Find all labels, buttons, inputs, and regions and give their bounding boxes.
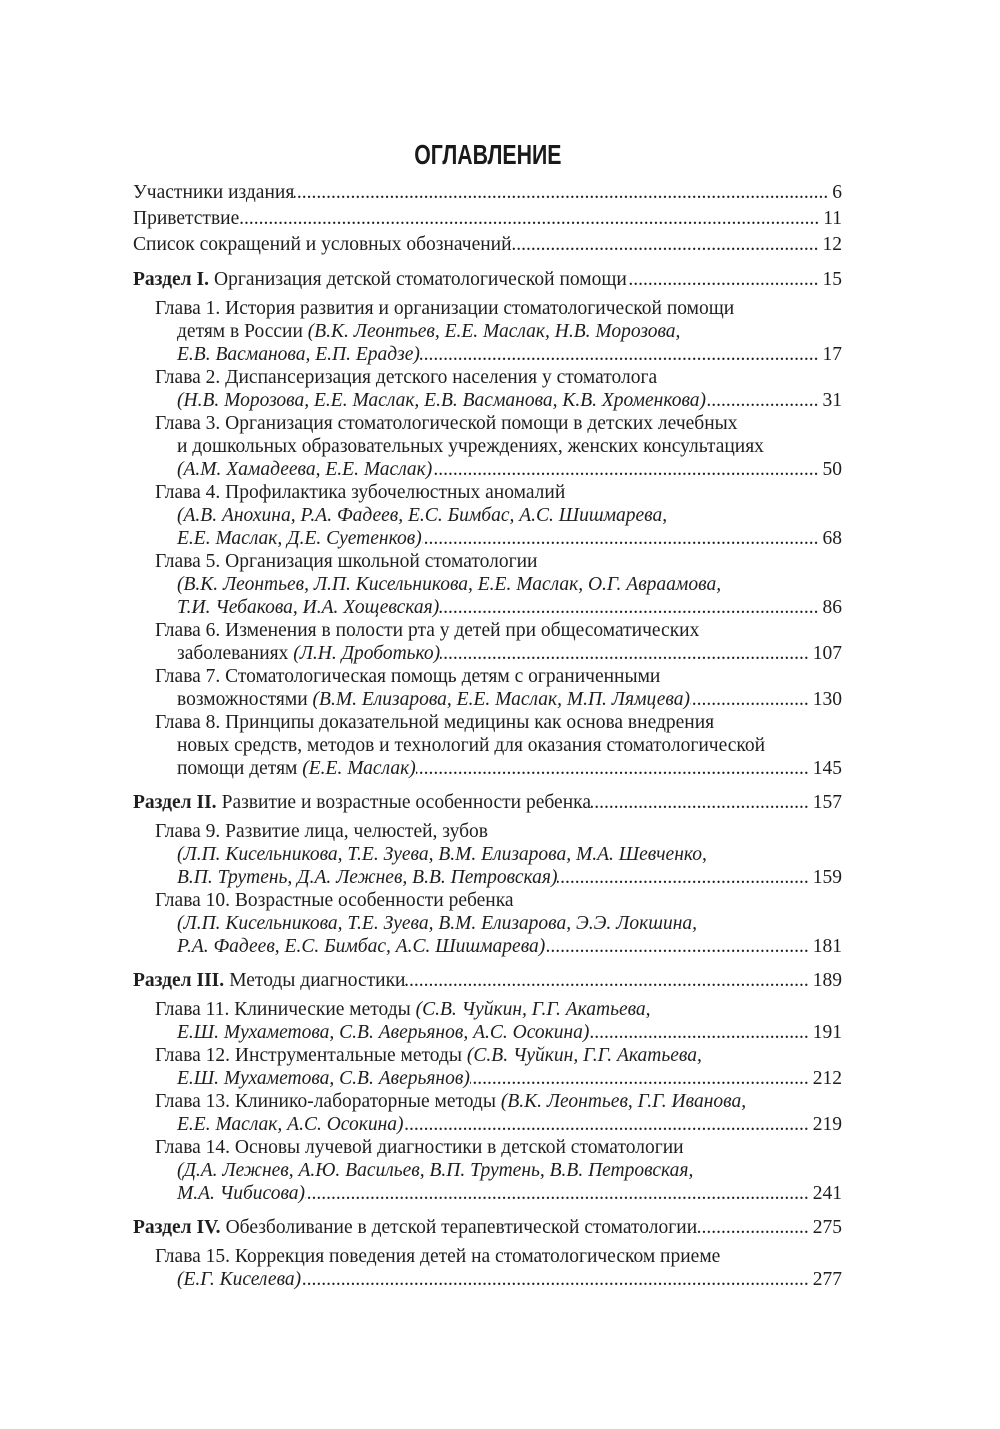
chapter-line (133, 1136, 842, 1159)
toc-entry (133, 206, 842, 232)
chapter-authors: Т.И. Чебакова, И.А. Хощевская) (177, 596, 440, 618)
toc-entry (133, 232, 842, 258)
chapter-line (133, 573, 842, 596)
entry-content (133, 232, 512, 258)
chapter-authors: (Е.Г. Киселева) (177, 1268, 302, 1290)
entry-content (133, 969, 405, 992)
chapter-line (133, 366, 842, 389)
entry-content (155, 665, 660, 688)
chapter-line (133, 998, 842, 1021)
entry-content (155, 889, 514, 912)
chapter-line (133, 935, 842, 958)
entry-content (177, 1159, 693, 1182)
chapter-authors: (А.В. Анохина, Р.А. Фадеев, Е.С. Бимбас, А.С. Шишмарева, (177, 504, 668, 526)
page-number: 68 (822, 527, 842, 549)
chapter-authors: (В.К. Леонтьев, Е.Е. Маслак, Н.В. Морозова, (307, 320, 681, 342)
dot-leader (697, 1216, 813, 1239)
chapter-entry (133, 711, 842, 780)
chapter-line (133, 866, 842, 889)
page-number: 107 (812, 642, 842, 664)
chapter-entry (133, 1245, 842, 1291)
chapter-line (133, 889, 842, 912)
toc-entry-text: Участники издания (133, 182, 295, 203)
chapter-authors: Е.Е. Маслак, А.С. Осокина) (177, 1113, 404, 1135)
chapter-entry (133, 1136, 842, 1205)
section-title: Организация детской стоматологической помощи (214, 268, 627, 290)
chapter-authors: (Л.П. Кисельникова, Т.Е. Зуева, В.М. Елизарова, М.А. Шевченко, (177, 843, 707, 865)
dot-leader (545, 935, 812, 958)
dot-leader (439, 596, 822, 619)
section-title: Обезболивание в детской терапевтической стоматологии (225, 1216, 698, 1238)
section-heading (133, 791, 842, 814)
page-number: 277 (812, 1268, 842, 1290)
entry-content (177, 1113, 404, 1136)
page-number: 15 (822, 268, 842, 290)
chapter-line (133, 320, 842, 343)
chapter-line (133, 711, 842, 734)
chapter-authors: Е.Ш. Мухаметова, С.В. Аверьянов) (177, 1067, 470, 1089)
toc-entry-text: Приветствие (133, 208, 240, 229)
chapter-line (133, 550, 842, 573)
entry-content (155, 711, 714, 734)
entry-content (177, 757, 416, 780)
chapter-title-text: Глава 2. Диспансеризация детского населения у стоматолога (155, 366, 658, 388)
chapter-title-text: Глава 4. Профилактика зубочелюстных аномалий (155, 481, 566, 503)
page-number: 181 (812, 935, 842, 957)
entry-content (155, 297, 734, 320)
entry-content (177, 1182, 305, 1205)
chapter-entry (133, 1044, 842, 1090)
entry-content (177, 642, 440, 665)
entry-content (155, 481, 565, 504)
chapter-title-text: Глава 7. Стоматологическая помощь детям с ограниченными (155, 665, 661, 687)
chapter-line (133, 619, 842, 642)
toc-section (133, 1216, 842, 1291)
chapter-title-text: Глава 3. Организация стоматологической помощи в детских лечебных (155, 412, 738, 434)
chapter-title-text: Глава 11. Клинические методы (155, 998, 416, 1020)
dot-leader (416, 757, 813, 780)
chapter-authors: (Н.В. Морозова, Е.Е. Маслак, Е.В. Васманова, К.В. Хроменкова) (177, 389, 707, 411)
page-number: 145 (812, 757, 842, 779)
section-label: Раздел III. (133, 969, 225, 991)
chapter-entry (133, 665, 842, 711)
chapter-line (133, 820, 842, 843)
page-number: 212 (812, 1067, 842, 1089)
dot-leader (420, 343, 823, 366)
chapter-authors: Е.Е. Маслак, Д.Е. Суетенков) (177, 527, 422, 549)
chapter-line (133, 389, 842, 412)
chapter-title-text: новых средств, методов и технологий для оказания стоматологической (177, 734, 766, 756)
toc-entry (133, 180, 842, 206)
chapter-authors: (В.М. Елизарова, Е.Е. Маслак, М.П. Лямцева) (312, 688, 690, 710)
dot-leader (557, 866, 812, 889)
dot-leader (470, 1067, 813, 1090)
chapter-line (133, 596, 842, 619)
entry-content (155, 366, 657, 389)
chapter-line (133, 734, 842, 757)
chapter-line (133, 1021, 842, 1044)
chapter-authors: (А.М. Хамадеева, Е.Е. Маслак) (177, 458, 433, 480)
entry-content (177, 389, 706, 412)
entry-content (133, 791, 591, 814)
page-number: 219 (812, 1113, 842, 1135)
chapter-authors: (В.К. Леонтьев, Г.Г. Иванова, (500, 1090, 747, 1112)
chapter-entry (133, 481, 842, 550)
chapter-entry (133, 297, 842, 366)
chapter-authors: (Е.Е. Маслак) (302, 757, 416, 779)
page-number: 130 (812, 688, 842, 710)
chapter-line (133, 297, 842, 320)
chapter-entry (133, 820, 842, 889)
dot-leader (432, 458, 822, 481)
chapter-title-text: Глава 8. Принципы доказательной медицины как основа внедрения (155, 711, 715, 733)
chapter-line (133, 642, 842, 665)
entry-content (155, 1044, 702, 1067)
chapter-entry (133, 998, 842, 1044)
section-heading (133, 1216, 842, 1239)
page-number: 159 (812, 866, 842, 888)
chapter-title-text: заболеваниях (177, 642, 294, 664)
chapter-authors: Е.Ш. Мухаметова, С.В. Аверьянов, А.С. Осокина) (177, 1021, 590, 1043)
chapter-title-text: Глава 1. История развития и организации стоматологической помощи (155, 297, 735, 319)
entry-content (177, 1021, 589, 1044)
entry-content (177, 504, 667, 527)
toc-title: ОГЛАВЛЕНИЕ (413, 139, 562, 170)
chapter-entry (133, 619, 842, 665)
chapter-line (133, 1067, 842, 1090)
entry-content (177, 573, 721, 596)
chapter-title-text: Глава 9. Развитие лица, челюстей, зубов (155, 820, 488, 842)
dot-leader (440, 642, 813, 665)
entry-content (177, 688, 690, 711)
chapter-entry (133, 412, 842, 481)
entry-content (133, 268, 627, 291)
entry-content (155, 820, 488, 843)
toc-section (133, 268, 842, 780)
page-number: 6 (832, 182, 842, 203)
chapter-line (133, 481, 842, 504)
chapter-title-text: Глава 13. Клинико-лабораторные методы (155, 1090, 501, 1112)
entry-content (177, 527, 422, 550)
chapter-line (133, 458, 842, 481)
chapter-authors: Р.А. Фадеев, Е.С. Бимбас, А.С. Шишмарева) (177, 935, 546, 957)
page-number: 12 (822, 234, 842, 255)
chapter-line (133, 843, 842, 866)
dot-leader (301, 1268, 813, 1291)
chapter-title-text: возможностями (177, 688, 313, 710)
chapter-title-text: Глава 5. Организация школьной стоматологии (155, 550, 538, 572)
dot-leader (589, 1021, 812, 1044)
page-number: 241 (812, 1182, 842, 1204)
dot-leader (294, 180, 832, 206)
toc-body (133, 180, 842, 1291)
chapter-authors: (В.К. Леонтьев, Л.П. Кисельникова, Е.Е. Маслак, О.Г. Авраамова, (177, 573, 722, 595)
chapter-entry (133, 889, 842, 958)
chapter-title-text: Глава 12. Инструментальные методы (155, 1044, 467, 1066)
dot-leader (422, 527, 823, 550)
chapter-line (133, 688, 842, 711)
entry-content (177, 1067, 470, 1090)
chapter-authors: (С.В. Чуйкин, Г.Г. Акатьева, (466, 1044, 702, 1066)
section-label: Раздел II. (133, 791, 217, 813)
chapter-title-text: и дошкольных образовательных учреждениях, женских консультациях (177, 435, 764, 457)
chapter-authors: (С.В. Чуйкин, Г.Г. Акатьева, (415, 998, 651, 1020)
chapter-line (133, 912, 842, 935)
entry-content (155, 1245, 720, 1268)
chapter-line (133, 1182, 842, 1205)
chapter-line (133, 665, 842, 688)
entry-content (133, 180, 294, 206)
chapter-entry (133, 550, 842, 619)
page-number: 86 (822, 596, 842, 618)
entry-content (177, 734, 765, 757)
chapter-entry (133, 1090, 842, 1136)
entry-content (177, 843, 707, 866)
page-number: 31 (822, 389, 842, 411)
chapter-entry (133, 366, 842, 412)
chapter-line (133, 504, 842, 527)
chapter-title-text: Глава 14. Основы лучевой диагностики в детской стоматологии (155, 1136, 684, 1158)
page-number: 11 (823, 208, 842, 229)
section-title: Методы диагностики (229, 969, 406, 991)
chapter-title-text: детям в России (177, 320, 308, 342)
dot-leader (305, 1182, 813, 1205)
toc-section (133, 969, 842, 1205)
entry-content (177, 435, 764, 458)
page-number: 17 (822, 343, 842, 365)
chapter-line (133, 1113, 842, 1136)
page-number: 191 (812, 1021, 842, 1043)
chapter-authors: В.П. Трутень, Д.А. Лежнев, В.В. Петровская) (177, 866, 558, 888)
entry-content (155, 412, 738, 435)
page-number: 157 (812, 791, 842, 813)
entry-content (155, 619, 699, 642)
chapter-line (133, 1268, 842, 1291)
entry-content (155, 1090, 746, 1113)
chapter-title-text: помощи детям (177, 757, 303, 779)
chapter-line (133, 527, 842, 550)
entry-content (155, 1136, 684, 1159)
chapter-line (133, 1044, 842, 1067)
chapter-authors: (Л.Н. Дроботько) (293, 642, 441, 664)
entry-content (177, 596, 439, 619)
chapter-authors: Е.В. Васманова, Е.П. Ерадзе) (177, 343, 420, 365)
toc-title-wrap (133, 136, 842, 174)
dot-leader (591, 791, 813, 814)
section-title: Развитие и возрастные особенности ребенка (221, 791, 591, 813)
entry-content (177, 320, 680, 343)
chapter-line (133, 757, 842, 780)
dot-leader (512, 232, 823, 258)
section-heading (133, 969, 842, 992)
dot-leader (405, 969, 812, 992)
page-number: 189 (812, 969, 842, 991)
chapter-authors: (Л.П. Кисельникова, Т.Е. Зуева, В.М. Елизарова, Э.Э. Локшина, (177, 912, 698, 934)
entry-content (177, 912, 697, 935)
section-label: Раздел I. (133, 268, 209, 290)
dot-leader (404, 1113, 813, 1136)
dot-leader (239, 206, 823, 232)
entry-content (177, 1268, 301, 1291)
toc-section (133, 791, 842, 958)
toc-entry-text: Список сокращений и условных обозначений (133, 234, 512, 255)
dot-leader (627, 268, 823, 291)
entry-content (133, 206, 239, 232)
chapter-title-text: Глава 15. Коррекция поведения детей на стоматологическом приеме (155, 1245, 721, 1267)
page-number: 50 (822, 458, 842, 480)
entry-content (177, 458, 432, 481)
entry-content (177, 935, 545, 958)
chapter-line (133, 343, 842, 366)
chapter-authors: (Д.А. Лежнев, А.Ю. Васильев, В.П. Трутень, В.В. Петровская, (177, 1159, 694, 1181)
entry-content (155, 998, 651, 1021)
chapter-line (133, 1159, 842, 1182)
entry-content (177, 866, 557, 889)
section-heading (133, 268, 842, 291)
chapter-authors: М.А. Чибисова) (177, 1182, 306, 1204)
entry-content (133, 1216, 697, 1239)
section-label: Раздел IV. (133, 1216, 221, 1238)
chapter-line (133, 412, 842, 435)
chapter-title-text: Глава 6. Изменения в полости рта у детей при общесоматических (155, 619, 700, 641)
chapter-line (133, 435, 842, 458)
dot-leader (690, 688, 813, 711)
chapter-line (133, 1090, 842, 1113)
page-number: 275 (812, 1216, 842, 1238)
chapter-title-text: Глава 10. Возрастные особенности ребенка (155, 889, 514, 911)
dot-leader (706, 389, 822, 412)
front-matter-list (133, 180, 842, 258)
chapter-line (133, 1245, 842, 1268)
entry-content (177, 343, 420, 366)
entry-content (155, 550, 537, 573)
